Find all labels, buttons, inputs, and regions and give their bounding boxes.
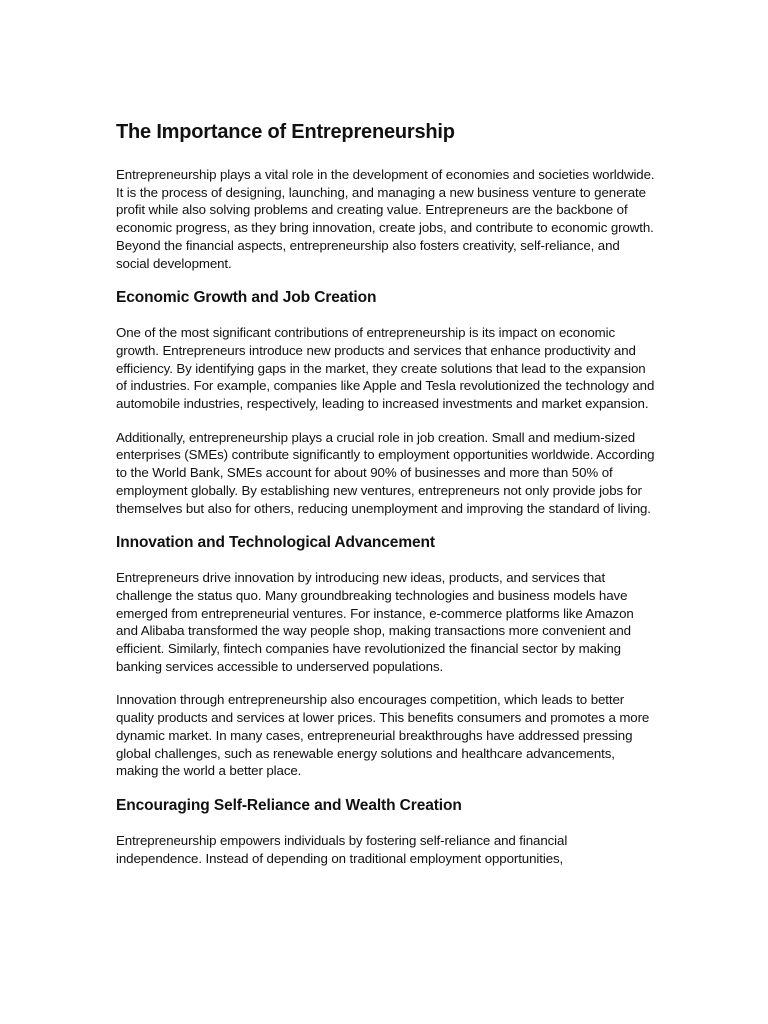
- section-heading-self-reliance: Encouraging Self-Reliance and Wealth Creation: [116, 796, 462, 814]
- section-heading-economic-growth: Economic Growth and Job Creation: [116, 289, 377, 307]
- document-title: The Importance of Entrepreneurship: [116, 121, 455, 143]
- section-heading-innovation: Innovation and Technological Advancement: [116, 534, 435, 552]
- section-paragraph: Additionally, entrepreneurship plays a crucial role in job creation. Small and medium-sized enterprises (SMEs) contribute significantly to employment opportunities worldwide. According to the World Bank, SMEs account for about 90% of businesses and more than 50% of employment globally. By establishing new ventures, entrepreneurs not only provide jobs for themselves but also for others, reducing unemployment and improving the standard of living.: [116, 429, 655, 516]
- section-paragraph: One of the most significant contributions of entrepreneurship is its impact on economic growth. Entrepreneurs introduce new products and services that enhance productivity and efficiency. By identifying gaps in the market, they create solutions that lead to the expansion of industries. For example, companies like Apple and Tesla revolutionized the technology and automobile industries, respectively, leading to increased investments and market expansion.: [116, 325, 655, 412]
- section-paragraph: Innovation through entrepreneurship also encourages competition, which leads to better quality products and services at lower prices. This benefits consumers and promotes a more dynamic market. In many cases, entrepreneurial breakthroughs have addressed pressing global challenges, such as renewable energy solutions and healthcare advancements, making the world a better place.: [116, 692, 650, 779]
- intro-paragraph: Entrepreneurship plays a vital role in the development of economies and societies worldwide. It is the process of designing, launching, and managing a new business venture to generate profit while also solving problems and creating value. Entrepreneurs are the backbone of economic progress, as they bring innovation, create jobs, and contribute to economic growth. Beyond the financial aspects, entrepreneurship also fosters creativity, self-reliance, and social development.: [116, 167, 655, 271]
- section-paragraph: Entrepreneurship empowers individuals by fostering self-reliance and financial independence. Instead of depending on traditional employment opportunities,: [116, 832, 568, 866]
- section-paragraph: Entrepreneurs drive innovation by introducing new ideas, products, and services that challenge the status quo. Many groundbreaking technologies and business models have emerged from entrepreneurial ventures. For instance, e-commerce platforms like Amazon and Alibaba transformed the way people shop, making transactions more convenient and efficient. Similarly, fintech companies have revolutionized the financial sector by making banking services accessible to underserved populations.: [116, 570, 634, 674]
- document-page: [116, 118, 656, 883]
